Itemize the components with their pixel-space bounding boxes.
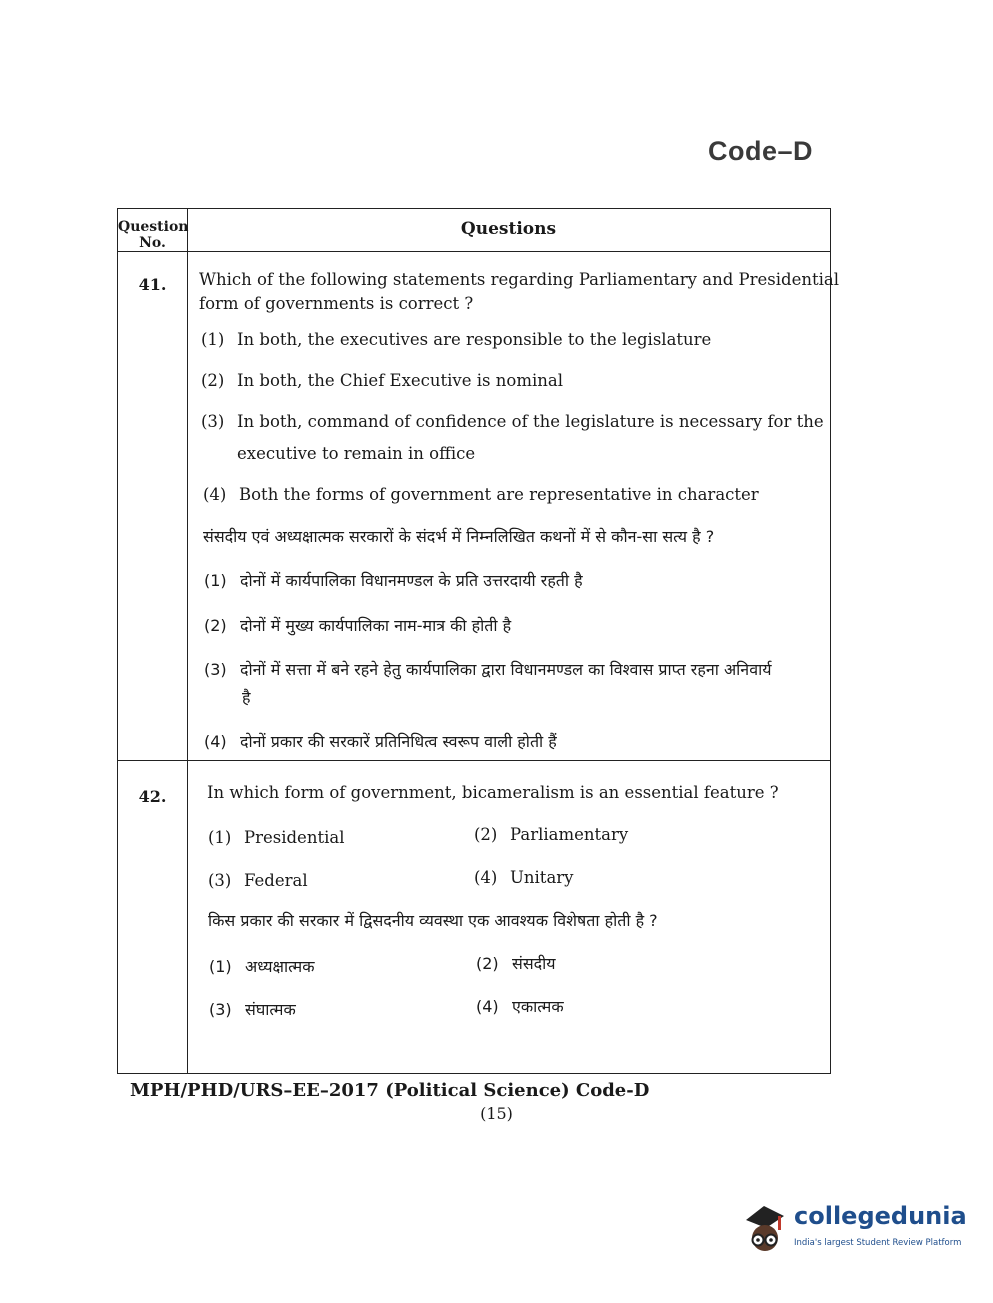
question-row-divider: [118, 760, 830, 761]
page-number: (15): [480, 1104, 513, 1123]
exam-code-label: Code–D: [708, 136, 814, 166]
mascot-icon: [738, 1198, 790, 1256]
option-english: (3) Federal: [208, 871, 308, 890]
option-hindi: (1) दोनों में कार्यपालिका विधानमण्डल के प्रति उत्तरदायी रहती है: [204, 571, 583, 590]
option-hindi: (1) अध्यक्षात्मक: [209, 957, 315, 976]
column-header-questions: Questions: [460, 219, 557, 239]
brand-tagline: India's largest Student Review Platform: [794, 1238, 962, 1248]
option-hindi: (3) दोनों में सत्ता में बने रहने हेतु कार्यपालिका द्वारा विधानमण्डल का विश्वास प्राप्त रहना अनिवार्य: [204, 660, 772, 679]
question-number: 42.: [138, 787, 167, 806]
brand-name: collegedunia: [794, 1202, 967, 1230]
question-text-english: In which form of government, bicameralism is an essential feature ?: [207, 783, 779, 802]
option-english: (3) In both, command of confidence of the legislature is necessary for the: [201, 412, 824, 431]
column-header-question-no: Question No.: [118, 219, 189, 251]
option-hindi: (2) दोनों में मुख्य कार्यपालिका नाम-मात्र की होती है: [204, 616, 512, 635]
option-english: (4) Both the forms of government are representative in character: [203, 485, 759, 504]
question-number: 41.: [138, 275, 167, 294]
option-hindi: (2) संसदीय: [476, 954, 556, 973]
question-text-hindi: संसदीय एवं अध्यक्षात्मक सरकारों के संदर्भ में निम्नलिखित कथनों में से कौन-सा सत्य है ?: [203, 527, 715, 546]
header-row-divider: [118, 251, 830, 252]
option-english: (2) In both, the Chief Executive is nominal: [201, 371, 563, 390]
questions-table: [117, 208, 839, 1074]
option-hindi-continuation: है: [242, 688, 251, 707]
option-english: (2) Parliamentary: [474, 825, 629, 844]
option-hindi: (4) दोनों प्रकार की सरकारें प्रतिनिधित्व स्वरूप वाली होती हैं: [204, 732, 557, 751]
option-hindi: (4) एकात्मक: [476, 997, 564, 1016]
option-hindi: (3) संघात्मक: [209, 1000, 296, 1019]
question-text-hindi: किस प्रकार की सरकार में द्विसदनीय व्यवस्था एक आवश्यक विशेषता होती है ?: [208, 911, 658, 930]
option-english: (4) Unitary: [474, 868, 574, 887]
option-english: (1) In both, the executives are responsible to the legislature: [201, 330, 712, 349]
collegedunia-watermark: [738, 1196, 967, 1258]
column-divider: [187, 209, 188, 1073]
exam-footer: MPH/PHD/URS–EE–2017 (Political Science) Code-D: [130, 1080, 650, 1101]
question-text-english: Which of the following statements regarding Parliamentary and Presidential form of governments is correct ?: [199, 270, 839, 313]
option-english: (1) Presidential: [208, 828, 345, 847]
option-english-continuation: executive to remain in office: [237, 444, 476, 463]
